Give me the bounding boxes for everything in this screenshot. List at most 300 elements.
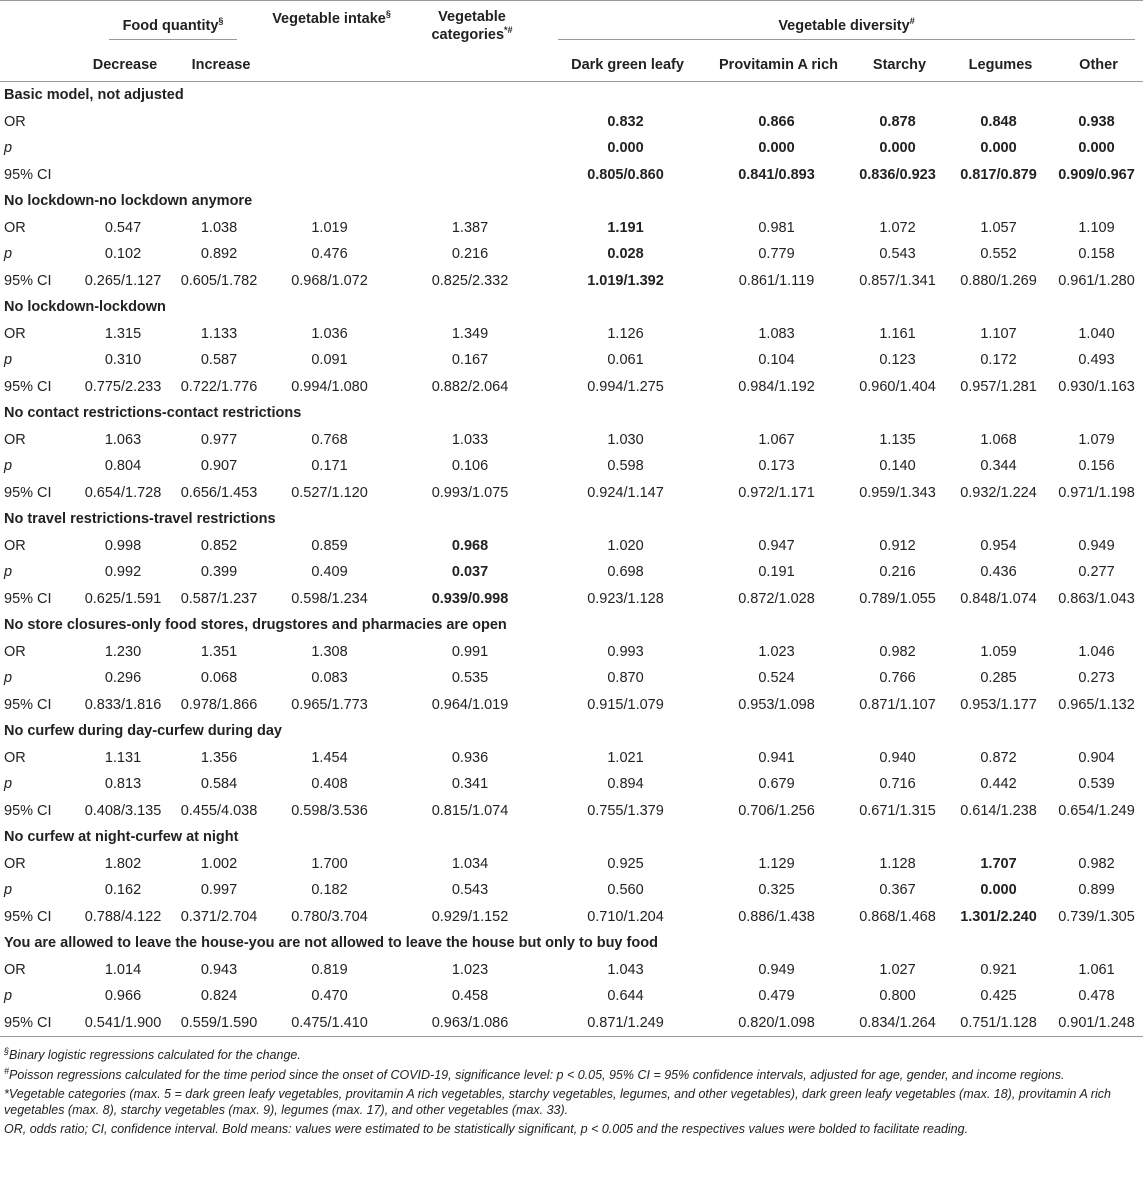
table-cell: 0.344: [980, 458, 1017, 475]
table-cell: 0.953/1.098: [738, 696, 815, 713]
section-header: [0, 824, 1143, 851]
table-cell: 0.878: [879, 113, 916, 130]
footnote-text: Poisson regressions calculated for the time period since the onset of COVID-19, significance level: p < 0.05, 95% CI = 95% confidence intervals, adjusted for age, gender, and income regions.: [9, 1067, 1065, 1082]
table-cell: 0.788/4.122: [84, 908, 162, 925]
footnote: [4, 1064, 1139, 1084]
table-cell: 0.870: [607, 670, 644, 687]
table-cell: 0.028: [607, 246, 644, 263]
table-cell: 1.063: [104, 431, 142, 448]
table-cell: 0.625/1.591: [84, 590, 162, 607]
table-cell: 0.909/0.967: [1058, 166, 1135, 183]
section-header: [0, 188, 1143, 215]
table-cell: [269, 135, 394, 162]
table-cell: 0.587: [200, 352, 238, 369]
table-cell: 0.924/1.147: [587, 484, 664, 501]
table-row: [0, 559, 1143, 586]
table-cell: 0.834/1.264: [852, 1010, 947, 1037]
table-cell: [394, 135, 550, 162]
vegetable-diversity-label: Vegetable diversity: [778, 17, 910, 34]
table-cell: 0.981: [758, 219, 795, 236]
table-cell: 1.020: [607, 537, 644, 554]
table-cell: 0.871/1.107: [859, 696, 936, 713]
table-cell: 1.129: [758, 855, 795, 872]
table-cell: 1.014: [104, 961, 142, 978]
table-cell: 0.982: [1078, 855, 1115, 872]
table-cell: 0.939/0.998: [431, 590, 509, 607]
table-row: [0, 639, 1143, 666]
table-row: [0, 745, 1143, 772]
table-cell: 1.315: [104, 325, 142, 342]
table-row: [0, 135, 1143, 162]
table-cell: 1.021: [607, 749, 644, 766]
table-cell: 0.408: [311, 776, 348, 793]
row-label: 95% CI: [4, 378, 52, 395]
table-cell: 0.191: [758, 564, 795, 581]
table-cell: 0.832: [607, 113, 644, 130]
table-cell: 0.476: [311, 246, 348, 263]
table-cell: 0.978/1.866: [180, 696, 258, 713]
table-cell: 1.301/2.240: [960, 908, 1037, 925]
col-provitamin-a-rich: Provitamin A rich: [719, 57, 838, 73]
table-cell: 0.949: [758, 961, 795, 978]
table-cell: 0.925: [607, 855, 644, 872]
table-cell: 1.308: [311, 643, 348, 660]
table-cell: 0.679: [758, 776, 795, 793]
row-label: p: [4, 352, 13, 369]
row-label: OR: [4, 643, 26, 660]
table-cell: 0.102: [104, 246, 142, 263]
table-cell: 1.023: [758, 643, 795, 660]
row-label: OR: [4, 537, 26, 554]
table-cell: 1.019: [311, 219, 348, 236]
col-decrease: Decrease: [92, 57, 158, 73]
table-cell: 0.341: [451, 776, 489, 793]
table-cell: 1.349: [451, 325, 489, 342]
section-title: No travel restrictions-travel restrictions: [4, 511, 276, 528]
table-cell: 0.535: [451, 670, 489, 687]
table-cell: 1.135: [879, 431, 916, 448]
section-header: [0, 400, 1143, 427]
row-label: 95% CI: [4, 802, 52, 819]
table-cell: 0.265/1.127: [84, 272, 162, 289]
table-cell: 0.559/1.590: [173, 1010, 269, 1037]
table-cell: 0.943: [200, 961, 238, 978]
table-cell: 0.000: [607, 140, 644, 157]
table-cell: 0.992: [104, 564, 142, 581]
footnote-marker: §: [4, 1046, 10, 1056]
table-cell: 0.993: [607, 643, 644, 660]
table-cell: 0.156: [1078, 458, 1115, 475]
table-cell: 0.656/1.453: [180, 484, 258, 501]
table-cell: 1.068: [980, 431, 1017, 448]
table-cell: 0.000: [980, 140, 1017, 157]
table-cell: 0.091: [311, 352, 348, 369]
table-cell: 0.901/1.248: [1054, 1010, 1143, 1037]
footnote-text: OR, odds ratio; CI, confidence interval. Bold means: values were estimated to be statistically significant, p < 0.005 and the respectives values were bolded to facilitate reading.: [4, 1122, 969, 1137]
row-label: 95% CI: [4, 696, 52, 713]
section-header: [0, 930, 1143, 957]
table-cell: 1.083: [758, 325, 795, 342]
footnote: [4, 1083, 1139, 1118]
table-cell: 0.904: [1078, 749, 1115, 766]
table-cell: 0.954: [980, 537, 1017, 554]
table-row: [0, 347, 1143, 374]
table-cell: 0.780/3.704: [291, 908, 368, 925]
table-cell: 0.587/1.237: [180, 590, 258, 607]
table-cell: 1.036: [311, 325, 348, 342]
table-cell: 1.067: [758, 431, 795, 448]
table-cell: [394, 162, 550, 189]
vegetable-intake-sup: §: [385, 9, 391, 19]
header-blank: [0, 1, 77, 50]
row-label: OR: [4, 325, 26, 342]
row-label: p: [4, 458, 13, 475]
table-cell: 0.543: [451, 882, 489, 899]
table-cell: 0.923/1.128: [587, 590, 664, 607]
table-cell: 0.000: [980, 882, 1017, 899]
table-cell: 0.273: [1078, 670, 1115, 687]
table-cell: 0.841/0.893: [738, 166, 815, 183]
header-vegetable-intake: [269, 1, 394, 82]
footnote-marker: #: [4, 1065, 10, 1076]
table-cell: 0.560: [607, 882, 644, 899]
table-cell: 0.820/1.098: [705, 1010, 852, 1037]
table-cell: 0.993/1.075: [431, 484, 509, 501]
table-cell: 0.539: [1078, 776, 1115, 793]
table-cell: 0.859: [311, 537, 348, 554]
table-row: [0, 215, 1143, 242]
table-cell: 1.802: [104, 855, 142, 872]
table-cell: 0.957/1.281: [960, 378, 1037, 395]
section-header: [0, 506, 1143, 533]
table-cell: 0.882/2.064: [431, 378, 509, 395]
row-label: p: [4, 140, 13, 157]
table-row: [0, 374, 1143, 401]
table-cell: 0.216: [451, 246, 489, 263]
row-label: p: [4, 564, 13, 581]
table-cell: 1.161: [879, 325, 916, 342]
row-label: OR: [4, 749, 26, 766]
table-cell: 0.994/1.275: [587, 378, 664, 395]
table-cell: 0.584: [200, 776, 238, 793]
table-cell: [77, 109, 173, 136]
table-row: [0, 692, 1143, 719]
table-row: [0, 851, 1143, 878]
row-label: OR: [4, 961, 26, 978]
table-cell: 1.230: [104, 643, 142, 660]
table-cell: 0.940: [879, 749, 916, 766]
table-cell: 0.932/1.224: [960, 484, 1037, 501]
table-cell: 1.707: [980, 855, 1017, 872]
table-cell: 0.371/2.704: [180, 908, 258, 925]
table-cell: 1.033: [451, 431, 489, 448]
table-cell: 0.325: [758, 882, 795, 899]
table-cell: 0.941: [758, 749, 795, 766]
table-cell: 0.779: [758, 246, 795, 263]
row-label: 95% CI: [4, 272, 52, 289]
table-cell: 1.057: [980, 219, 1017, 236]
col-starchy: Starchy: [872, 57, 927, 73]
table-cell: 0.868/1.468: [859, 908, 936, 925]
table-cell: 0.000: [879, 140, 916, 157]
table-cell: 0.961/1.280: [1058, 272, 1135, 289]
table-cell: 0.493: [1078, 352, 1115, 369]
table-row: [0, 983, 1143, 1010]
col-increase: Increase: [191, 57, 251, 73]
table-cell: 0.921: [980, 961, 1017, 978]
table-cell: 0.644: [607, 988, 644, 1005]
table-cell: 0.442: [980, 776, 1017, 793]
row-label: OR: [4, 431, 26, 448]
col-legumes: Legumes: [968, 57, 1033, 73]
table-cell: 0.409: [311, 564, 348, 581]
table-cell: 1.126: [607, 325, 644, 342]
table-cell: 0.872: [980, 749, 1017, 766]
row-label: OR: [4, 855, 26, 872]
row-label: p: [4, 246, 13, 263]
table-cell: 0.167: [451, 352, 489, 369]
table-cell: 0.296: [104, 670, 142, 687]
table-cell: 0.912: [879, 537, 916, 554]
table-cell: 0.037: [451, 564, 489, 581]
table-cell: 1.107: [980, 325, 1017, 342]
table-cell: 1.038: [200, 219, 238, 236]
row-label: 95% CI: [4, 484, 52, 501]
table-cell: 0.123: [879, 352, 916, 369]
section-header: [0, 612, 1143, 639]
table-cell: [173, 135, 269, 162]
table-cell: 0.552: [980, 246, 1017, 263]
table-cell: 0.964/1.019: [431, 696, 509, 713]
table-cell: 0.863/1.043: [1058, 590, 1135, 607]
table-cell: [269, 162, 394, 189]
table-row: [0, 877, 1143, 904]
table-cell: 0.478: [1078, 988, 1115, 1005]
table-cell: 0.866: [758, 113, 795, 130]
table-cell: 1.133: [200, 325, 238, 342]
table-cell: 0.789/1.055: [859, 590, 936, 607]
table-cell: 0.965/1.132: [1058, 696, 1135, 713]
table-cell: 0.857/1.341: [859, 272, 936, 289]
food-quantity-label: Food quantity: [122, 17, 219, 34]
table-cell: 0.171: [311, 458, 348, 475]
row-label: p: [4, 776, 13, 793]
table-cell: 1.072: [879, 219, 916, 236]
vegetable-diversity-sup: #: [909, 15, 915, 26]
table-cell: 0.907: [200, 458, 238, 475]
table-cell: 0.216: [879, 564, 916, 581]
table-cell: 1.700: [311, 855, 348, 872]
table-cell: 1.454: [311, 749, 348, 766]
table-row: [0, 665, 1143, 692]
table-cell: 0.739/1.305: [1058, 908, 1135, 925]
table-cell: 0.399: [200, 564, 238, 581]
header-food-quantity: [77, 1, 269, 50]
table-cell: 0.998: [104, 537, 142, 554]
col-dark-green-leafy: Dark green leafy: [571, 57, 684, 73]
table-cell: 1.046: [1078, 643, 1115, 660]
table-cell: [269, 109, 394, 136]
table-cell: 0.836/0.923: [859, 166, 936, 183]
table-cell: 0.598: [607, 458, 644, 475]
footnote-text: *Vegetable categories (max. 5 = dark green leafy vegetables, provitamin A rich vegetables, starchy vegetables, legumes, and other vegetables), dark green leafy vegetables (max. 18), provitamin A rich vegetables (max. 8), starchy vegetables (max. 9), legumes (max. 17), and other vegetables (max. 33).: [4, 1087, 1111, 1117]
table-cell: 0.710/1.204: [587, 908, 664, 925]
table-cell: 0.915/1.079: [587, 696, 664, 713]
table-cell: 0.936: [451, 749, 489, 766]
table-cell: 0.813: [104, 776, 142, 793]
table-row: [0, 1010, 1143, 1037]
table-cell: 0.960/1.404: [859, 378, 936, 395]
table-cell: 0.706/1.256: [738, 802, 815, 819]
table-cell: 0.947: [758, 537, 795, 554]
table-cell: 0.524: [758, 670, 795, 687]
table-row: [0, 321, 1143, 348]
footnote: [4, 1044, 1139, 1064]
table-cell: 0.815/1.074: [431, 802, 509, 819]
table-cell: 0.061: [607, 352, 644, 369]
table-cell: 0.892: [200, 246, 238, 263]
section-title: You are allowed to leave the house-you are not allowed to leave the house but only to buy food: [4, 935, 658, 952]
table-cell: 0.959/1.343: [859, 484, 936, 501]
table-row: [0, 480, 1143, 507]
row-label: 95% CI: [0, 1010, 77, 1037]
table-cell: 0.083: [311, 670, 348, 687]
table-cell: 0.614/1.238: [960, 802, 1037, 819]
section-header: [0, 82, 1143, 109]
table-cell: 0.872/1.028: [738, 590, 815, 607]
table-cell: 0.768: [311, 431, 348, 448]
table-cell: 0.425: [980, 988, 1017, 1005]
table-cell: 0.698: [607, 564, 644, 581]
table-row: [0, 453, 1143, 480]
table-row: [0, 771, 1143, 798]
header-vegetable-diversity: [550, 1, 1143, 50]
table-row: [0, 427, 1143, 454]
table-cell: 0.972/1.171: [738, 484, 815, 501]
table-cell: 0.716: [879, 776, 916, 793]
table-cell: 0.527/1.120: [291, 484, 368, 501]
table-row: [0, 109, 1143, 136]
table-cell: 1.128: [879, 855, 916, 872]
row-label: p: [4, 988, 13, 1005]
table-cell: 0.852: [200, 537, 238, 554]
table-cell: 0.800: [879, 988, 916, 1005]
table-cell: 1.023: [451, 961, 489, 978]
table-cell: 0.543: [879, 246, 916, 263]
table-cell: 0.966: [104, 988, 142, 1005]
row-label: p: [4, 882, 13, 899]
table-cell: 0.722/1.776: [180, 378, 258, 395]
table-cell: 0.598/3.536: [291, 802, 368, 819]
table-cell: 0.470: [311, 988, 348, 1005]
table-cell: 0.929/1.152: [431, 908, 509, 925]
table-cell: 0.598/1.234: [291, 590, 368, 607]
table-cell: 0.819: [311, 961, 348, 978]
footnote: [4, 1118, 1139, 1138]
table-cell: [77, 162, 173, 189]
table-cell: 1.059: [980, 643, 1017, 660]
table-row: [0, 957, 1143, 984]
table-cell: [173, 109, 269, 136]
table-cell: 0.458: [451, 988, 489, 1005]
table-cell: 0.971/1.198: [1058, 484, 1135, 501]
table-cell: 0.285: [980, 670, 1017, 687]
table-cell: 0.479: [758, 988, 795, 1005]
vegetable-categories-label: Vegetable categories: [431, 9, 506, 43]
header-blank-2: [0, 49, 77, 82]
table-cell: 0.000: [758, 140, 795, 157]
table-cell: 0.833/1.816: [84, 696, 162, 713]
table-cell: 0.173: [758, 458, 795, 475]
table-cell: 0.654/1.728: [84, 484, 162, 501]
table-cell: 0.991: [451, 643, 489, 660]
section-title: No lockdown-lockdown: [4, 299, 166, 316]
table-cell: 0.949: [1078, 537, 1115, 554]
table-cell: 1.387: [451, 219, 489, 236]
table-cell: 0.455/4.038: [180, 802, 258, 819]
table-row: [0, 268, 1143, 295]
table-cell: 0.894: [607, 776, 644, 793]
table-cell: 1.131: [104, 749, 142, 766]
table-cell: 0.751/1.128: [947, 1010, 1054, 1037]
section-title: No curfew during day-curfew during day: [4, 723, 282, 740]
table-cell: 0.824: [200, 988, 238, 1005]
table-row: [0, 241, 1143, 268]
table-cell: 0.804: [104, 458, 142, 475]
table-row: [0, 904, 1143, 931]
section-title: No curfew at night-curfew at night: [4, 829, 239, 846]
section-title: Basic model, not adjusted: [4, 87, 184, 104]
food-quantity-sup: §: [218, 15, 224, 26]
table-cell: 1.040: [1078, 325, 1115, 342]
section-header: [0, 718, 1143, 745]
table-cell: [394, 109, 550, 136]
table-cell: 1.079: [1078, 431, 1115, 448]
table-cell: 0.994/1.080: [291, 378, 368, 395]
section-title: No contact restrictions-contact restrictions: [4, 405, 302, 422]
table-cell: 0.880/1.269: [960, 272, 1037, 289]
table-cell: 0.182: [311, 882, 348, 899]
table-cell: 0.968/1.072: [291, 272, 368, 289]
footnote-text: Binary logistic regressions calculated for the change.: [9, 1048, 301, 1063]
table-cell: 0.671/1.315: [859, 802, 936, 819]
table-cell: 0.541/1.900: [77, 1010, 173, 1037]
table-cell: 1.002: [200, 855, 238, 872]
table-cell: 0.899: [1078, 882, 1115, 899]
table-cell: 0.805/0.860: [587, 166, 664, 183]
table-cell: 1.027: [879, 961, 916, 978]
table-cell: 0.104: [758, 352, 795, 369]
table-cell: 1.061: [1078, 961, 1115, 978]
row-label: p: [4, 670, 13, 687]
row-label: 95% CI: [4, 166, 52, 183]
row-label: OR: [4, 219, 26, 236]
table-cell: 0.106: [451, 458, 489, 475]
table-cell: 0.766: [879, 670, 916, 687]
table-row: [0, 533, 1143, 560]
table-cell: 0.861/1.119: [738, 272, 815, 289]
row-label: OR: [4, 113, 26, 130]
table-cell: 1.034: [451, 855, 489, 872]
table-cell: 0.408/3.135: [84, 802, 162, 819]
table-cell: 1.191: [607, 219, 644, 236]
vegetable-categories-sup: *#: [504, 25, 513, 35]
table-footnotes: [0, 1037, 1143, 1138]
table-cell: 0.825/2.332: [431, 272, 509, 289]
row-label: 95% CI: [4, 590, 52, 607]
table-cell: 1.351: [200, 643, 238, 660]
table-cell: 0.605/1.782: [180, 272, 258, 289]
